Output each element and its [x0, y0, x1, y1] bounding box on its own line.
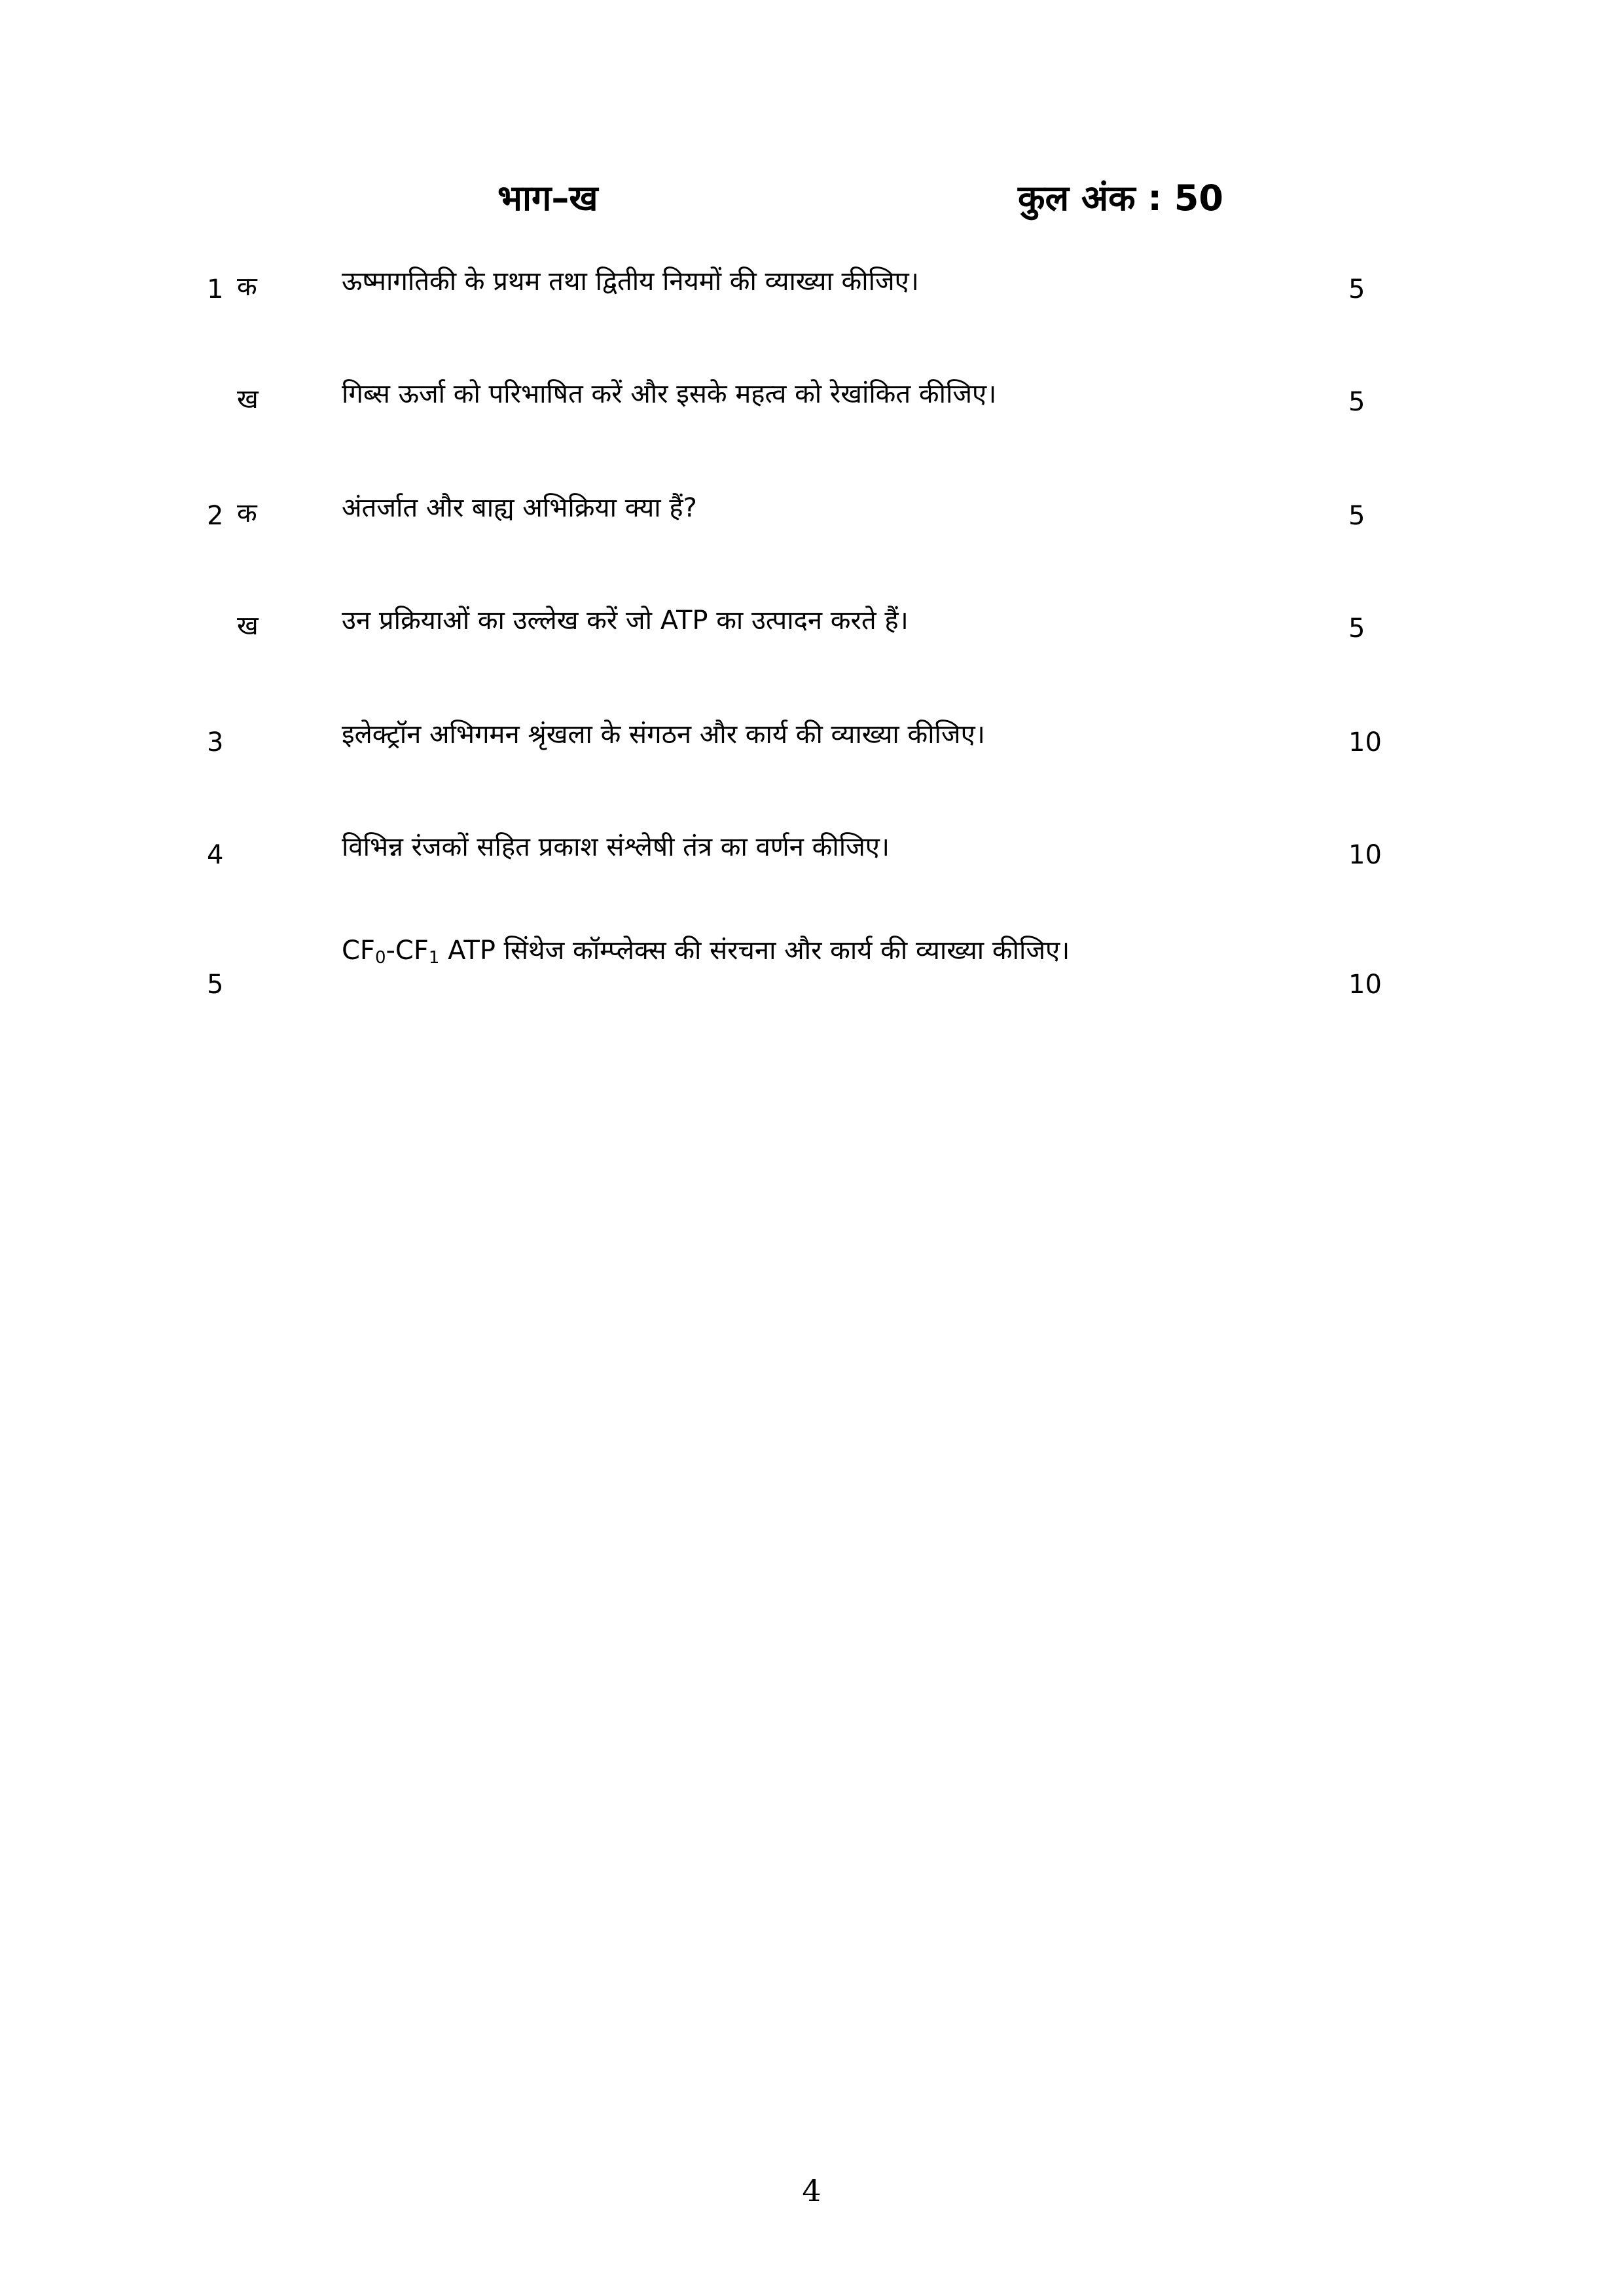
question-sub-label: क — [237, 498, 257, 528]
question-text-rest: ATP सिंथेज कॉम्प्लेक्स की संरचना और कार्य की व्याख्या कीजिए। — [439, 936, 1070, 966]
question-marks: 5 — [1348, 387, 1365, 417]
question-marks: 10 — [1348, 727, 1382, 757]
question-text: विभिन्न रंजकों सहित प्रकाश संश्लेषी तंत्र का वर्णन कीजिए। — [342, 832, 890, 862]
question-number: 4 — [207, 840, 224, 870]
question-text: इलेक्ट्रॉन अभिगमन श्रृंखला के संगठन और कार्य की व्याख्या कीजिए। — [342, 720, 985, 750]
question-3 — [0, 715, 1624, 767]
question-marks: 5 — [1348, 613, 1365, 644]
question-marks: 10 — [1348, 840, 1382, 870]
subscript-zero: 0 — [374, 948, 386, 968]
formula-cf-dash: -CF — [386, 936, 429, 966]
question-sub-label: क — [237, 272, 257, 302]
section-title: भाग–ख — [497, 177, 598, 219]
page-number: 4 — [802, 2173, 821, 2208]
question-5 — [0, 931, 1624, 1000]
question-number: 3 — [207, 727, 224, 757]
question-text: अंतर्जात और बाह्य अभिक्रिया क्या हैं? — [342, 493, 697, 523]
question-text: उन प्रक्रियाओं का उल्लेख करें जो ATP का उत्पादन करते हैं। — [342, 606, 909, 636]
formula-cf: CF — [342, 936, 375, 966]
total-marks: कुल अंक : 50 — [1018, 177, 1223, 219]
question-number: 2 — [207, 501, 224, 531]
question-1a — [0, 262, 1624, 314]
question-4 — [0, 828, 1624, 880]
question-number: 1 — [207, 274, 224, 304]
subscript-one: 1 — [428, 948, 440, 968]
question-marks: 10 — [1348, 970, 1382, 1000]
question-sub-label: ख — [237, 384, 259, 414]
question-marks: 5 — [1348, 274, 1365, 304]
question-number: 5 — [207, 970, 224, 1000]
question-marks: 5 — [1348, 501, 1365, 531]
question-1b — [0, 374, 1624, 427]
question-text: ऊष्मागतिकी के प्रथम तथा द्वितीय नियमों की व्याख्या कीजिए। — [342, 266, 919, 297]
question-sub-label: ख — [237, 611, 259, 641]
question-2b — [0, 601, 1624, 653]
question-2a — [0, 488, 1624, 541]
question-text — [342, 931, 1070, 970]
question-text: गिब्स ऊर्जा को परिभाषित करें और इसके महत्व को रेखांकित कीजिए। — [342, 379, 997, 409]
